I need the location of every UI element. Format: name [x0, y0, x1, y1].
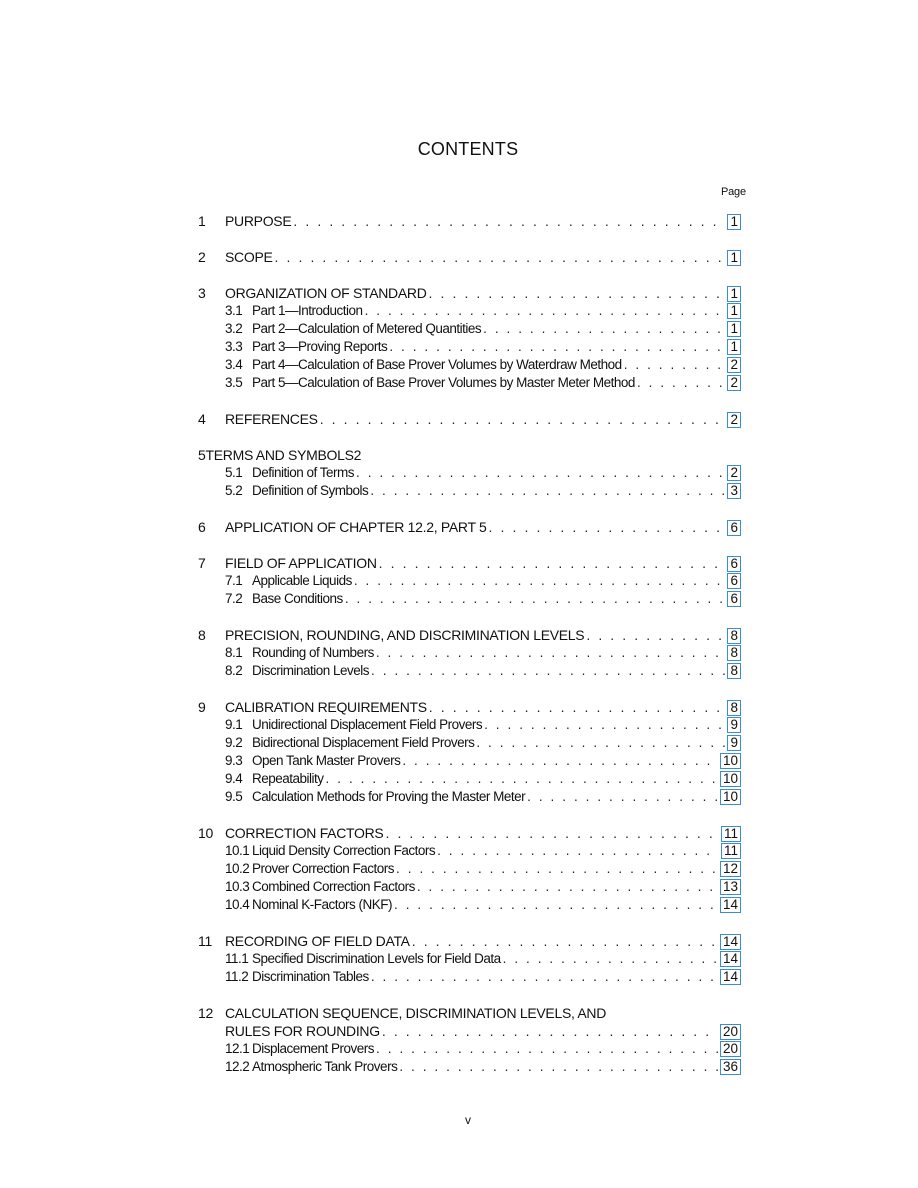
section-title: APPLICATION OF CHAPTER 12.2, PART 5 [225, 519, 487, 535]
subsection-number: 11.2 [225, 969, 249, 984]
dot-leader [376, 1040, 718, 1058]
page-link[interactable]: 3 [727, 483, 741, 499]
toc-subentry [198, 950, 741, 968]
page-link[interactable]: 6 [727, 520, 741, 536]
section-number: 11 [198, 933, 212, 949]
subsection-title: Rounding of Numbers [252, 645, 374, 660]
toc-entry [198, 410, 741, 428]
subsection-number: 11.1 [225, 951, 249, 966]
section-title: SCOPE [225, 249, 273, 265]
toc-entry [198, 248, 741, 266]
page-link[interactable]: 12 [720, 861, 741, 877]
dot-leader [365, 302, 726, 320]
subsection-number: 7.2 [225, 591, 243, 606]
dot-leader [379, 554, 726, 572]
section-title: REFERENCES [225, 411, 318, 427]
toc-entry [198, 698, 741, 716]
subsection-title: Part 5—Calculation of Base Prover Volumes by Master Meter Method [252, 375, 635, 390]
dot-leader [371, 968, 718, 986]
toc-section [198, 698, 741, 806]
toc-subentry [198, 896, 741, 914]
toc-subentry [198, 752, 741, 770]
dot-leader [320, 410, 726, 428]
section-title: RECORDING OF FIELD DATA [225, 933, 410, 949]
page-link[interactable]: 8 [727, 645, 741, 661]
page-link[interactable]: 14 [720, 897, 741, 913]
page-link[interactable]: 14 [720, 934, 741, 950]
toc-subentry [198, 788, 741, 806]
page-link[interactable]: 10 [720, 789, 741, 805]
toc-subentry [198, 338, 741, 356]
subsection-number: 3.1 [225, 303, 243, 318]
subsection-number: 5.2 [225, 483, 243, 498]
dot-leader [293, 212, 725, 230]
section-number: 9 [198, 699, 206, 715]
subsection-number: 7.1 [225, 573, 243, 588]
subsection-title: Atmospheric Tank Provers [252, 1059, 398, 1074]
toc-entry [198, 932, 741, 950]
toc-section [198, 518, 741, 536]
toc-subentry [198, 968, 741, 986]
page-link[interactable]: 1 [727, 286, 741, 302]
toc-entry [198, 626, 741, 644]
toc-entry-continuation [198, 1022, 741, 1040]
toc-section [198, 824, 741, 914]
section-number: 6 [198, 519, 206, 535]
page-link[interactable]: 11 [721, 843, 741, 859]
section-title: PURPOSE [225, 213, 292, 229]
page-link[interactable]: 20 [720, 1024, 741, 1040]
subsection-number: 3.2 [225, 321, 243, 336]
toc-entry [198, 212, 741, 230]
dot-leader [586, 626, 725, 644]
section-number: 4 [198, 411, 206, 427]
subsection-title: Part 3—Proving Reports [252, 339, 388, 354]
page-link[interactable]: 1 [727, 250, 741, 266]
toc-subentry [198, 320, 741, 338]
toc-subentry [198, 860, 741, 878]
toc-subentry [198, 770, 741, 788]
page-link[interactable]: 6 [727, 591, 741, 607]
subsection-number: 8.1 [225, 645, 243, 660]
toc-section [198, 248, 741, 266]
dot-leader [370, 482, 725, 500]
dot-leader [429, 698, 726, 716]
page-link[interactable]: 1 [727, 321, 741, 337]
dot-leader [476, 734, 725, 752]
toc-section [198, 212, 741, 230]
dot-leader [371, 662, 725, 680]
toc-section [198, 932, 741, 986]
page-title: CONTENTS [417, 139, 519, 159]
subsection-title: Discrimination Tables [252, 969, 369, 984]
page-link[interactable]: 20 [720, 1041, 741, 1057]
section-title-continued: RULES FOR ROUNDING [225, 1023, 380, 1039]
dot-leader [412, 932, 718, 950]
subsection-title: Discrimination Levels [252, 663, 370, 678]
subsection-title: Nominal K-Factors (NKF) [252, 897, 393, 912]
subsection-title: Displacement Provers [252, 1041, 375, 1056]
dot-leader [275, 248, 726, 266]
subsection-number: 3.4 [225, 357, 243, 372]
subsection-number: 12.1 [225, 1041, 250, 1056]
section-number: 7 [198, 555, 206, 571]
page-link[interactable]: 2 [727, 465, 741, 481]
subsection-title: Base Conditions [252, 591, 343, 606]
toc-subentry [198, 590, 741, 608]
toc-section [198, 446, 741, 500]
dot-leader [399, 1058, 718, 1076]
page-link[interactable]: 6 [727, 573, 741, 589]
dot-leader [489, 518, 726, 536]
toc-subentry [198, 572, 741, 590]
toc-section [198, 554, 741, 608]
page-link[interactable]: 8 [727, 663, 741, 679]
subsection-title: Applicable Liquids [252, 573, 352, 588]
dot-leader [382, 1022, 718, 1040]
subsection-number: 12.2 [225, 1059, 250, 1074]
page-link[interactable]: 14 [720, 951, 741, 967]
dot-leader [389, 338, 725, 356]
subsection-number: 10.1 [225, 843, 250, 858]
toc-subentry [198, 662, 741, 680]
page-link[interactable]: 13 [720, 879, 741, 895]
subsection-number: 9.3 [225, 753, 243, 768]
dot-leader [345, 590, 726, 608]
dot-leader [356, 464, 725, 482]
page-link[interactable]: 10 [720, 753, 741, 769]
section-title: 5TERMS AND SYMBOLS2 [198, 447, 362, 463]
table-of-contents [198, 212, 741, 1094]
subsection-title: Calculation Methods for Proving the Master Meter [252, 789, 526, 804]
section-number: 8 [198, 627, 206, 643]
toc-entry [198, 284, 741, 302]
section-number: 12 [198, 1005, 213, 1021]
section-number: 10 [198, 825, 213, 841]
toc-entry [198, 446, 741, 464]
toc-subentry [198, 734, 741, 752]
subsection-title: Liquid Density Correction Factors [252, 843, 436, 858]
subsection-number: 10.2 [225, 861, 250, 876]
subsection-number: 3.5 [225, 375, 243, 390]
toc-entry [198, 1004, 741, 1022]
section-number: 1 [198, 213, 206, 229]
subsection-title: Prover Correction Factors [252, 861, 395, 876]
toc-section [198, 284, 741, 392]
toc-subentry [198, 374, 741, 392]
subsection-number: 9.5 [225, 789, 243, 804]
toc-entry [198, 824, 741, 842]
page-link[interactable]: 1 [727, 339, 741, 355]
subsection-title: Repeatability [252, 771, 324, 786]
page-link[interactable]: 14 [720, 969, 741, 985]
section-title: CORRECTION FACTORS [225, 825, 384, 841]
section-number: 3 [198, 285, 206, 301]
toc-subentry [198, 1040, 741, 1058]
dot-leader [326, 770, 718, 788]
page-link[interactable]: 10 [720, 771, 741, 787]
toc-subentry [198, 482, 741, 500]
dot-leader [417, 878, 718, 896]
page-link[interactable]: 36 [720, 1059, 741, 1075]
page-link[interactable]: 1 [727, 214, 741, 230]
page-link[interactable]: 8 [727, 628, 741, 644]
page-link[interactable]: 2 [727, 375, 741, 391]
subsection-title: Bidirectional Displacement Field Provers [252, 735, 475, 750]
dot-leader [376, 644, 726, 662]
page-link[interactable]: 9 [727, 717, 741, 733]
section-number: 2 [198, 249, 206, 265]
page-link[interactable]: 11 [721, 826, 741, 842]
section-title: PRECISION, ROUNDING, AND DISCRIMINATION LEVELS [225, 627, 585, 643]
dot-leader [624, 356, 726, 374]
subsection-number: 8.2 [225, 663, 243, 678]
page-link[interactable]: 2 [727, 412, 741, 428]
subsection-number: 3.3 [225, 339, 243, 354]
toc-subentry [198, 842, 741, 860]
toc-subentry [198, 878, 741, 896]
toc-subentry [198, 464, 741, 482]
dot-leader [503, 950, 718, 968]
subsection-title: Part 1—Introduction [252, 303, 363, 318]
subsection-number: 9.4 [225, 771, 243, 786]
subsection-title: Combined Correction Factors [252, 879, 415, 894]
dot-leader [527, 788, 718, 806]
toc-subentry [198, 356, 741, 374]
section-title: FIELD OF APPLICATION [225, 555, 377, 571]
subsection-title: Part 2—Calculation of Metered Quantities [252, 321, 482, 336]
toc-subentry [198, 716, 741, 734]
dot-leader [402, 752, 718, 770]
page-number-footer: v [465, 1113, 471, 1127]
toc-entry [198, 554, 741, 572]
toc-subentry [198, 302, 741, 320]
toc-section [198, 626, 741, 680]
toc-section [198, 1004, 741, 1076]
dot-leader [396, 860, 718, 878]
subsection-title: Specified Discrimination Levels for Field Data [252, 951, 501, 966]
dot-leader [429, 284, 726, 302]
page-link[interactable]: 8 [727, 700, 741, 716]
dot-leader [394, 896, 718, 914]
subsection-title: Definition of Terms [252, 465, 355, 480]
dot-leader [354, 572, 726, 590]
toc-entry [198, 518, 741, 536]
page-link[interactable]: 9 [727, 735, 741, 751]
subsection-number: 10.4 [225, 897, 250, 912]
toc-subentry [198, 1058, 741, 1076]
toc-section [198, 410, 741, 428]
toc-subentry [198, 644, 741, 662]
page-column-header: Page [721, 186, 746, 198]
subsection-number: 5.1 [225, 465, 243, 480]
page-link[interactable]: 2 [727, 357, 741, 373]
subsection-number: 10.3 [225, 879, 250, 894]
subsection-title: Open Tank Master Provers [252, 753, 401, 768]
section-title: CALIBRATION REQUIREMENTS [225, 699, 427, 715]
dot-leader [483, 320, 725, 338]
subsection-number: 9.2 [225, 735, 243, 750]
dot-leader [637, 374, 726, 392]
subsection-title: Definition of Symbols [252, 483, 369, 498]
subsection-title: Part 4—Calculation of Base Prover Volumes by Waterdraw Method [252, 357, 622, 372]
subsection-title: Unidirectional Displacement Field Provers [252, 717, 483, 732]
dot-leader [437, 842, 719, 860]
section-title: CALCULATION SEQUENCE, DISCRIMINATION LEVELS, AND [225, 1005, 607, 1021]
section-title: ORGANIZATION OF STANDARD [225, 285, 427, 301]
page-link[interactable]: 6 [727, 556, 741, 572]
dot-leader [484, 716, 725, 734]
page-link[interactable]: 1 [727, 303, 741, 319]
subsection-number: 9.1 [225, 717, 243, 732]
dot-leader [385, 824, 719, 842]
